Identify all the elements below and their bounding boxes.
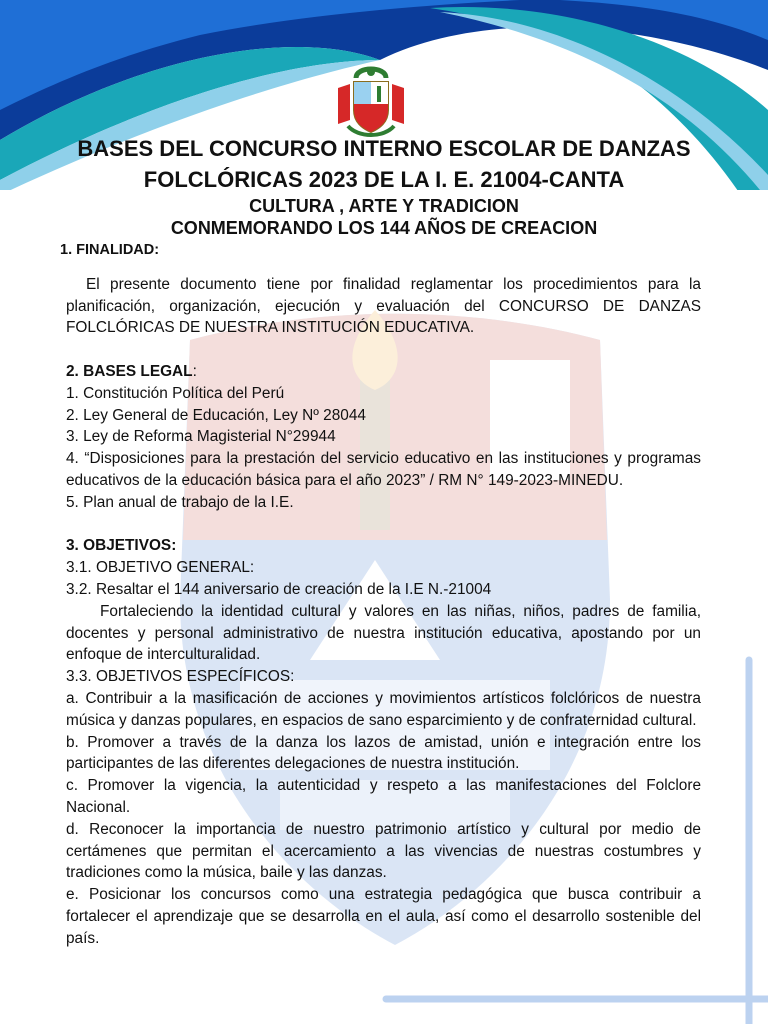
objetivo-general-paragraph: Fortaleciendo la identidad cultural y valores en las niñas, niños, padres de familia, docentes y personal administrativo de nuestra institución educativa, apostando por un enfoque de interculturalidad. xyxy=(66,602,701,664)
document-title-line1: BASES DEL CONCURSO INTERNO ESCOLAR DE DANZAS xyxy=(77,136,691,161)
section-finalidad-paragraph: El presente documento tiene por finalidad reglamentar los procedimientos para la planificación, organización, ejecución y evaluación del CONCURSO DE DANZAS FOLCLÓRICAS DE NUESTRA INSTITUCIÓN EDUCATIVA. xyxy=(66,275,701,337)
section-objetivos-heading: 3. OBJETIVOS: xyxy=(66,537,177,555)
section-bases-legal-heading xyxy=(66,361,701,383)
section-finalidad-heading: 1. FINALIDAD: xyxy=(60,242,160,258)
legal-item: 1. Constitución Política del Perú xyxy=(66,384,285,402)
objetivos-especificos-label: 3.3. OBJETIVOS ESPECÍFICOS: xyxy=(66,668,295,686)
objetivo-general-item: 3.2. Resaltar el 144 aniversario de creación de la I.E N.-21004 xyxy=(66,580,492,598)
legal-item: 4. “Disposiciones para la prestación del servicio educativo en las instituciones y programas educativos de la educación básica para el año 2023” / RM N° 149-2023-MINEDU. xyxy=(66,450,701,489)
objetivo-especifico-item: c. Promover la vigencia, la autenticidad y respeto a las manifestaciones del Folclore Nacional. xyxy=(66,777,701,816)
objetivo-especifico-item: e. Posicionar los concursos como una estrategia pedagógica que busca contribuir a fortalecer el aprendizaje que se desarrolla en el aula, así como el desarrollo sostenible del país. xyxy=(66,886,701,947)
objetivo-general-label: 3.1. OBJETIVO GENERAL: xyxy=(66,559,255,577)
bases-legal-heading-colon: : xyxy=(192,362,197,380)
objetivo-especifico-item: d. Reconocer la importancia de nuestro patrimonio artístico y cultural por medio de certámenes que permitan el acercamiento a las vivencias de nuestras costumbres y tradiciones como la música, baile y las danzas. xyxy=(66,820,701,882)
document-subtitle-line2: CONMEMORANDO LOS 144 AÑOS DE CREACION xyxy=(170,218,598,238)
objetivo-especifico-item: b. Promover a través de la danza los lazos de amistad, unión e integración entre los participantes de las diferentes delegaciones de nuestra institución. xyxy=(66,733,701,773)
document-body xyxy=(60,240,701,950)
legal-item: 2. Ley General de Educación, Ley Nº 28044 xyxy=(66,406,366,424)
bases-legal-heading-text: 2. BASES LEGAL xyxy=(66,362,193,380)
document-subtitle-line1: CULTURA , ARTE Y TRADICION xyxy=(249,196,519,216)
peru-coat-of-arms-icon xyxy=(334,64,408,140)
legal-item: 5. Plan anual de trabajo de la I.E. xyxy=(66,493,294,511)
objetivo-especifico-item: a. Contribuir a la masificación de acciones y movimientos artísticos folclóricos de nuestra música y danzas populares, en espacios de sano esparcimiento y de confraternidad cultural. xyxy=(66,689,701,729)
legal-item: 3. Ley de Reforma Magisterial N°29944 xyxy=(66,428,336,446)
document-title-line2: FOLCLÓRICAS 2023 DE LA I. E. 21004-CANTA xyxy=(143,167,625,192)
